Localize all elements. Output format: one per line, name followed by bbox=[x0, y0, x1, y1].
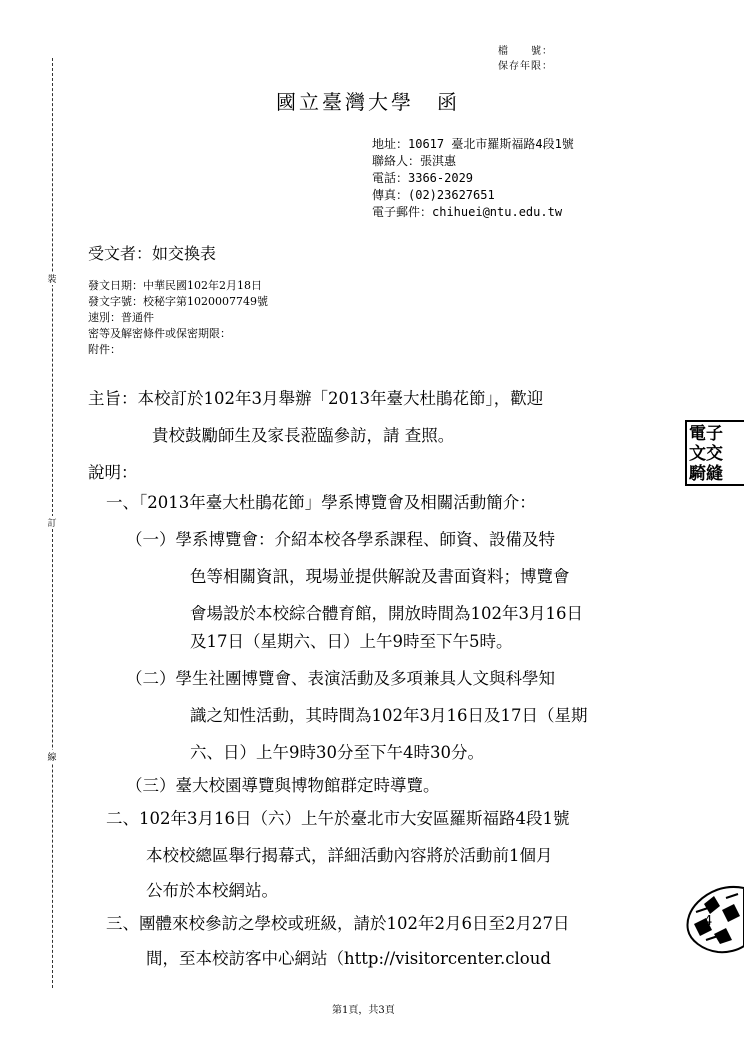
issue-number: 發文字號：校秘字第1020007749號 bbox=[88, 295, 268, 308]
meta-block bbox=[88, 278, 268, 358]
item-1-2-line-3: 六、日）上午9時30分至下午4時30分。 bbox=[190, 743, 484, 762]
stamp-line-3: 騎縫 bbox=[689, 464, 723, 484]
receiver: 受文者：如交換表 bbox=[88, 244, 217, 263]
contact-fax: 傳真：(02)23627651 bbox=[372, 188, 495, 202]
attachment: 附件： bbox=[88, 343, 121, 356]
item-3-line-1: 三、團體來校參訪之學校或班級，請於102年2月6日至2月27日 bbox=[106, 914, 570, 933]
subject-line-1: 主旨：本校訂於102年3月舉辦「2013年臺大杜鵑花節」，歡迎 bbox=[88, 389, 544, 408]
item-1: 一、「2013年臺大杜鵑花節」學系博覽會及相關活動簡介： bbox=[106, 493, 536, 512]
item-1-1-line-2: 色等相關資訊，現場並提供解說及書面資料；博覽會 bbox=[190, 567, 570, 586]
subject-line-2: 貴校鼓勵師生及家長蒞臨參訪，請 查照。 bbox=[152, 426, 455, 445]
item-1-1-line-4: 及17日（星期六、日）上午9時至下午5時。 bbox=[190, 632, 513, 651]
binding-mark-2: 訂 bbox=[46, 516, 58, 529]
seal-number: 4 bbox=[704, 914, 713, 929]
contact-phone: 電話：3366-2029 bbox=[372, 171, 474, 185]
document-title: 國立臺灣大學 函 bbox=[276, 90, 460, 114]
explain-label: 說明： bbox=[88, 463, 138, 482]
item-2-line-1: 二、102年3月16日（六）上午於臺北市大安區羅斯福路4段1號 bbox=[106, 809, 570, 828]
item-2-line-3: 公布於本校網站。 bbox=[146, 881, 278, 900]
item-1-2-line-1: （二）學生社團博覽會、表演活動及多項兼具人文與科學知 bbox=[126, 669, 555, 688]
stamp-line-1: 電子 bbox=[689, 424, 723, 444]
binding-mark-1: 裝 bbox=[46, 272, 58, 285]
stamp-line-2: 文交 bbox=[689, 444, 723, 464]
item-1-2-line-2: 識之知性活動，其時間為102年3月16日及17日（星期 bbox=[190, 706, 588, 725]
item-1-1-line-3: 會場設於本校綜合體育館，開放時間為102年3月16日 bbox=[190, 604, 583, 623]
contact-person: 聯絡人：張淇惠 bbox=[372, 154, 457, 168]
item-2-line-2: 本校校總區舉行揭幕式，詳細活動內容將於活動前1個月 bbox=[146, 846, 553, 865]
file-number-label: 檔 號： bbox=[498, 46, 553, 57]
item-3-line-2: 間，至本校訪客中心網站（http://visitorcenter.cloud bbox=[146, 949, 551, 968]
retention-period-label: 保存年限： bbox=[498, 61, 553, 72]
contact-address: 地址：10617 臺北市羅斯福路4段1號 bbox=[372, 137, 574, 151]
electronic-exchange-stamp bbox=[685, 420, 744, 486]
contact-email: 電子郵件：chihuei@ntu.edu.tw bbox=[372, 205, 563, 219]
issue-date: 發文日期：中華民國102年2月18日 bbox=[88, 279, 262, 292]
item-1-1-line-1: （一）學系博覽會：介紹本校各學系課程、師資、設備及特 bbox=[126, 530, 555, 549]
seal-fragment-icon bbox=[684, 884, 744, 954]
binding-mark-3: 線 bbox=[46, 750, 58, 763]
contact-block bbox=[372, 136, 574, 221]
delivery-speed: 速別：普通件 bbox=[88, 311, 154, 324]
item-1-3-line-1: （三）臺大校園導覽與博物館群定時導覽。 bbox=[126, 776, 440, 795]
page-footer: 第1頁，共3頁 bbox=[332, 1005, 395, 1016]
security-level: 密等及解密條件或保密期限： bbox=[88, 327, 231, 340]
